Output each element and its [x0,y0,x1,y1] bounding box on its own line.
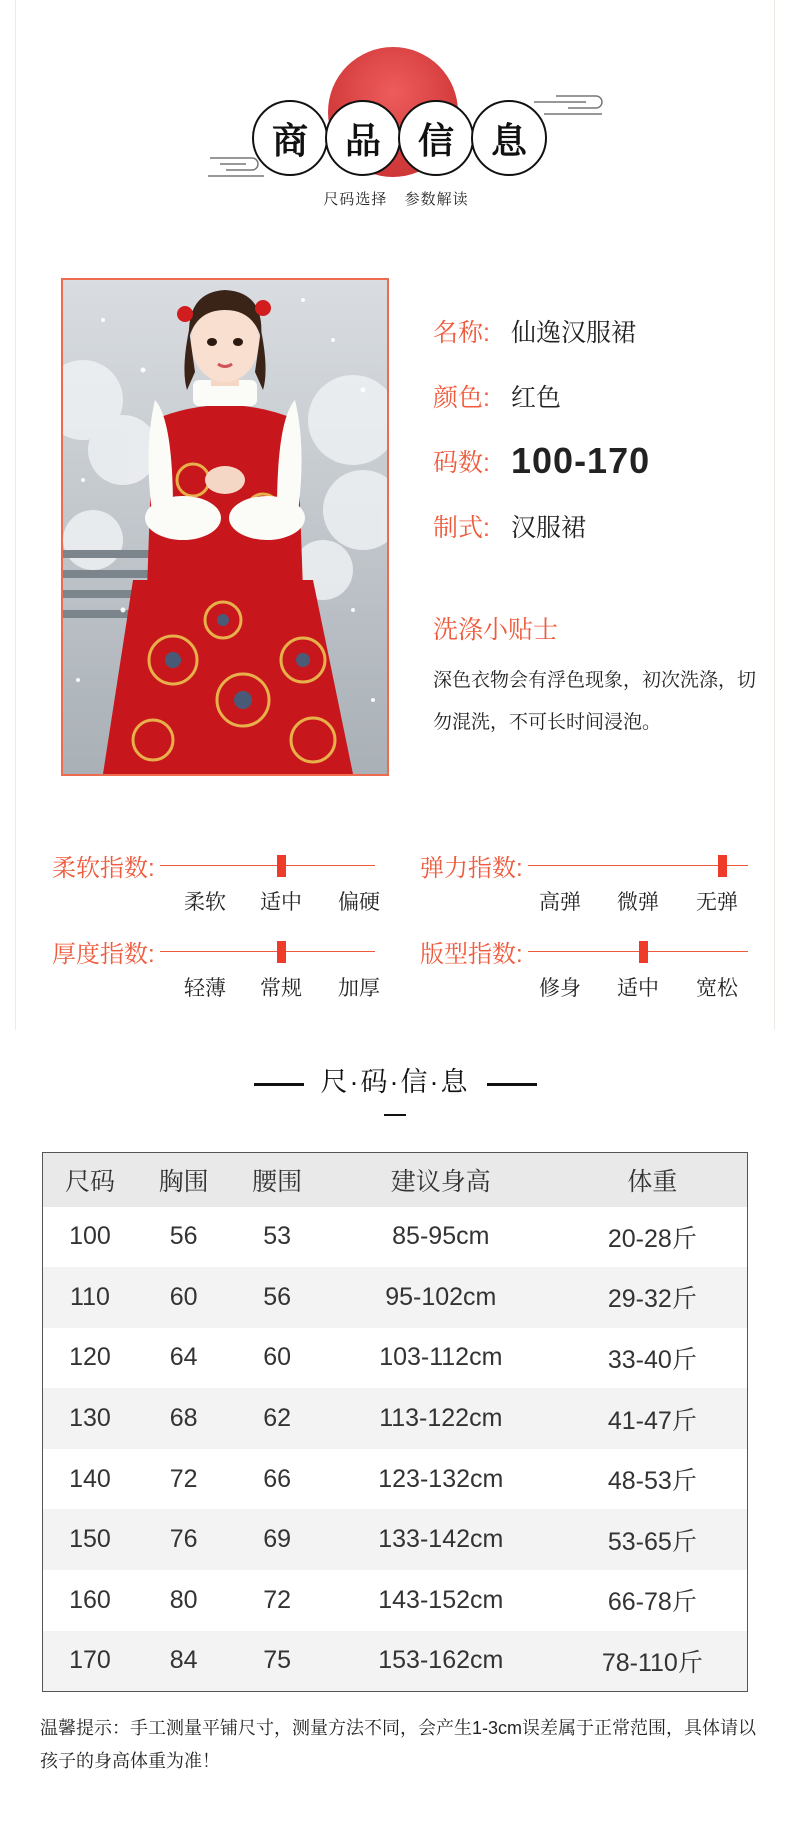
index-option: 常规 [260,977,302,1000]
attr-value: 仙逸汉服裙 [511,318,637,347]
table-cell: 66-78斤 [607,1588,697,1617]
washing-tips-text: 深色衣物会有浮色现象，初次洗涤，切勿混洗，不可长时间浸泡。 [433,670,757,733]
table-cell: 120 [69,1343,111,1372]
table-cell: 60 [263,1343,292,1372]
attr-key: 制式: [433,513,490,542]
table-cell: 53 [263,1222,292,1251]
table-cell: 133-142cm [324,1509,558,1570]
table-cell: 29-32斤 [558,1267,748,1328]
index-scale-line [528,951,748,952]
table-cell: 72 [169,1464,198,1493]
table-cell: 170 [43,1631,137,1692]
index-option: 轻薄 [184,977,226,1000]
size-table-body [43,1207,748,1692]
table-cell: 110 [43,1267,137,1328]
fit-index [420,934,760,1014]
header-sub-links [16,188,776,209]
table-cell: 20-28斤 [607,1224,697,1253]
softness-index [52,848,392,928]
table-cell: 150 [43,1509,137,1570]
table-cell: 100 [69,1222,111,1251]
table-cell: 85-95cm [392,1222,490,1251]
attr-name-row [433,298,753,363]
index-option: 微弹 [617,891,659,914]
size-table [42,1152,748,1692]
table-cell: 62 [230,1388,323,1449]
table-cell: 75 [230,1631,323,1692]
index-option: 柔软 [184,891,226,914]
table-cell: 160 [69,1585,111,1614]
index-marker [639,941,648,963]
table-cell: 66 [263,1464,292,1493]
column-header: 尺码 [43,1153,137,1207]
table-row [43,1570,748,1631]
table-cell: 130 [43,1388,137,1449]
column-header: 建议身高 [324,1153,558,1207]
girl-in-red-hanfu-image [63,280,387,774]
column-header: 腰围 [230,1153,323,1207]
table-row [43,1509,748,1570]
table-cell: 153-162cm [324,1631,558,1692]
index-option: 修身 [539,977,581,1000]
attr-value: 红色 [511,383,562,412]
table-cell: 64 [169,1343,198,1372]
table-cell: 53-65斤 [558,1509,748,1570]
index-option: 无弹 [696,891,738,914]
table-cell: 76 [137,1509,230,1570]
product-info-card [15,0,775,1030]
table-cell: 123-132cm [378,1464,504,1493]
table-cell: 60 [137,1267,230,1328]
washing-tips-title: 洗涤小贴士 [433,616,559,644]
index-option: 加厚 [338,977,380,1000]
table-cell: 140 [69,1464,111,1493]
index-marker [277,941,286,963]
elasticity-index [420,848,760,928]
column-header: 胸围 [137,1153,230,1207]
table-cell: 95-102cm [324,1267,558,1328]
product-photo [61,278,389,776]
table-cell: 68 [137,1388,230,1449]
index-marker [277,855,286,877]
thickness-index [52,934,392,1014]
title-char-3: 信 [398,100,474,176]
table-cell: 48-53斤 [607,1467,697,1496]
product-attributes [433,298,753,558]
table-row [43,1328,748,1389]
table-cell: 78-110斤 [558,1631,748,1692]
table-row [43,1631,748,1692]
table-row [43,1267,748,1328]
table-header-row [43,1153,748,1207]
table-row [43,1449,748,1510]
attr-color-row [433,363,753,428]
index-option: 适中 [260,891,302,914]
attr-key: 码数: [433,448,490,477]
size-select-link[interactable]: 尺码选择 [323,191,388,208]
table-cell: 103-112cm [379,1343,503,1372]
index-option: 宽松 [696,977,738,1000]
index-option: 适中 [617,977,659,1000]
table-cell: 56 [169,1222,198,1251]
table-cell: 143-152cm [378,1585,504,1614]
table-cell: 84 [137,1631,230,1692]
table-cell: 80 [169,1585,198,1614]
table-cell: 69 [230,1509,323,1570]
index-scale-line [528,865,748,866]
title-char-1: 商 [252,100,328,176]
table-row [43,1388,748,1449]
table-cell: 113-122cm [324,1388,558,1449]
table-row [43,1207,748,1268]
attr-value: 100-170 [511,439,651,481]
size-section-title: 尺·码·信·息 [320,1067,470,1097]
index-option: 高弹 [539,891,581,914]
index-option: 偏硬 [338,891,380,914]
title-char-2: 品 [325,100,401,176]
index-label: 柔软指数: [52,855,155,882]
attr-style-row [433,493,753,558]
title-char-4: 息 [471,100,547,176]
index-marker [718,855,727,877]
index-scale-line [160,951,375,952]
attr-size-row [433,428,753,493]
attr-key: 名称: [433,318,490,347]
index-label: 弹力指数: [420,855,523,882]
attr-value: 汉服裙 [511,513,587,542]
section-header [16,30,776,220]
attr-key: 颜色: [433,383,490,412]
measurement-note: 温馨提示：手工测量平铺尺寸，测量方法不同，会产生1-3cm误差属于正常范围，具体请以孩子的身高体重为准！ [40,1718,757,1771]
table-cell: 33-40斤 [607,1345,697,1374]
table-cell: 56 [230,1267,323,1328]
index-label: 厚度指数: [52,941,155,968]
table-cell: 72 [263,1585,292,1614]
params-link[interactable]: 参数解读 [404,191,469,208]
index-label: 版型指数: [420,941,523,968]
index-scale-line [160,865,375,866]
column-header: 体重 [558,1153,748,1207]
table-cell: 41-47斤 [558,1388,748,1449]
title-underline-tick [384,1114,406,1116]
